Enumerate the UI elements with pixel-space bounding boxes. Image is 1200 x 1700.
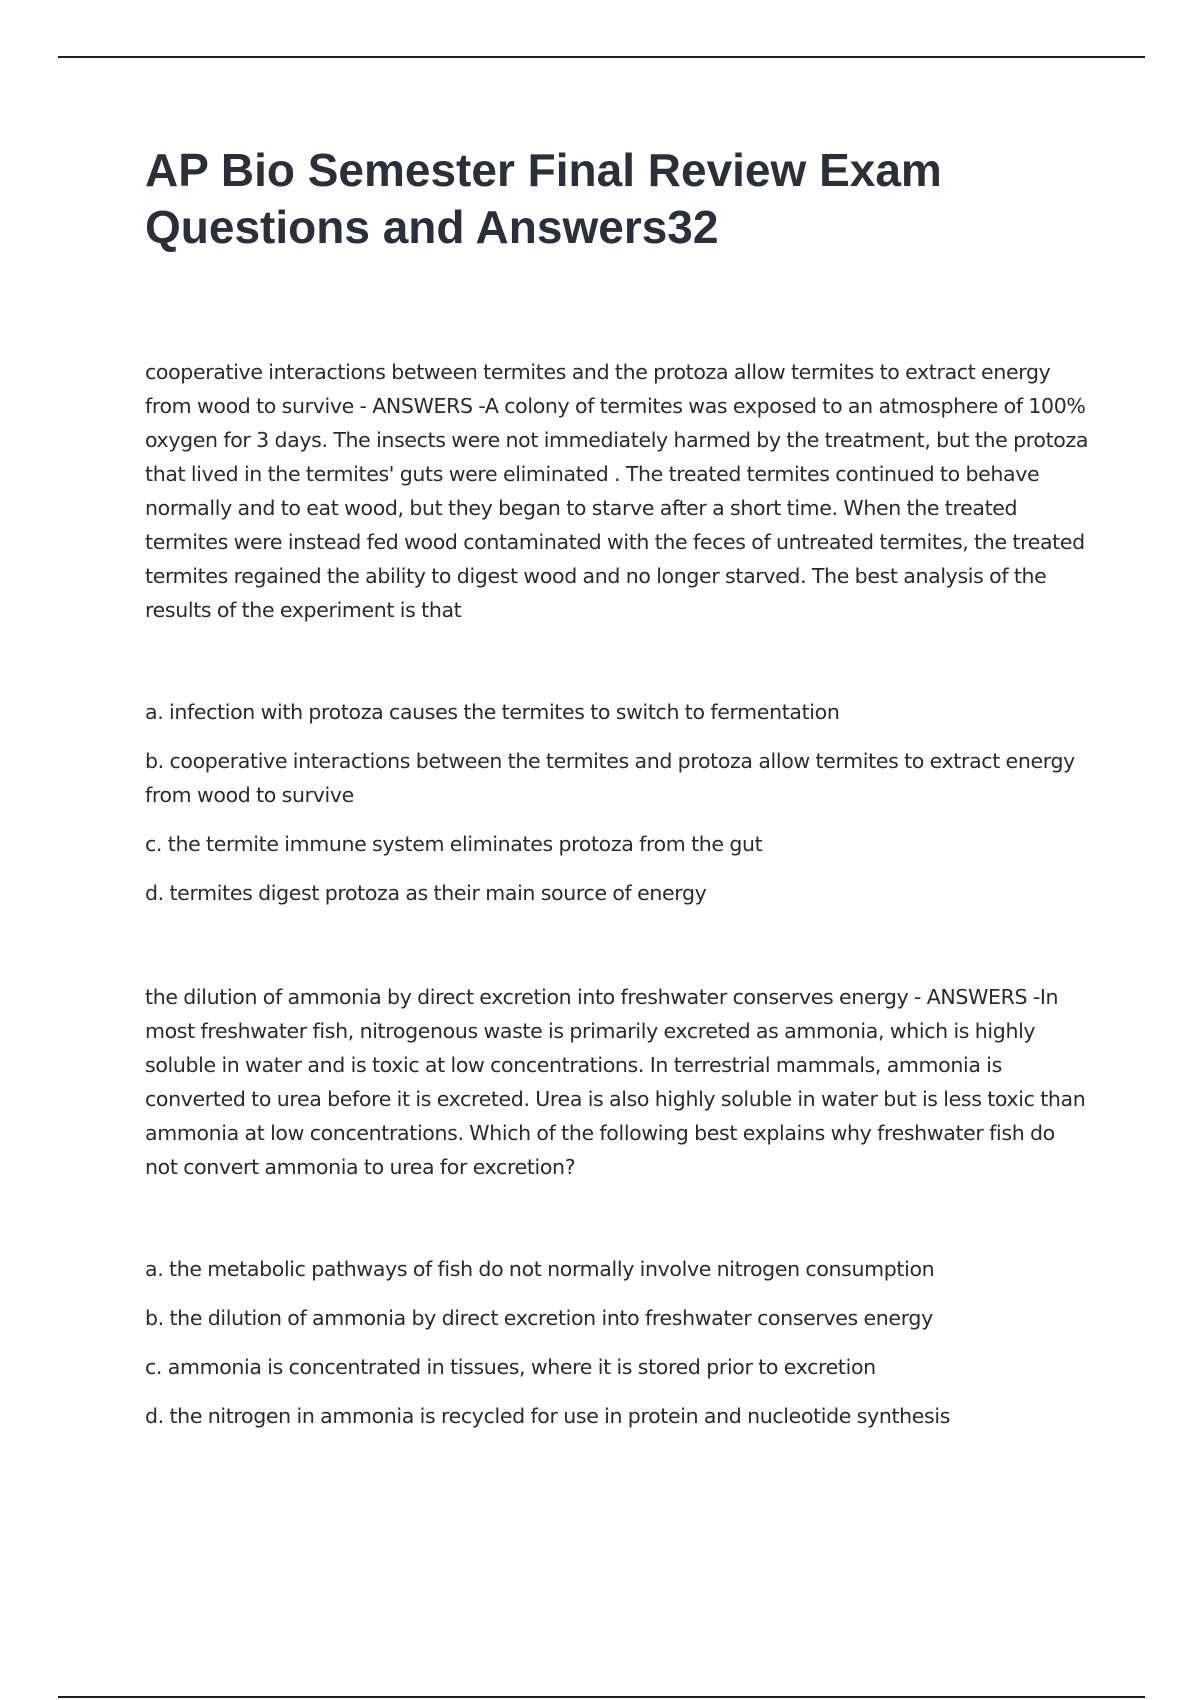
answer-option: d. termites digest protoza as their main source of energy: [145, 881, 707, 905]
answer-option: a. the metabolic pathways of fish do not normally involve nitrogen consumption: [145, 1257, 935, 1281]
header-rule: [58, 56, 1145, 58]
answer-option: c. ammonia is concentrated in tissues, where it is stored prior to excretion: [145, 1355, 876, 1379]
answer-option: b. cooperative interactions between the termites and protoza allow termites to extract energy from wood to survive: [145, 749, 1075, 807]
answer-options: [145, 1252, 1090, 1433]
footer-rule: [58, 1696, 1145, 1698]
answer-option: a. infection with protoza causes the termites to switch to fermentation: [145, 700, 840, 724]
answer-option: d. the nitrogen in ammonia is recycled for use in protein and nucleotide synthesis: [145, 1404, 951, 1428]
question-block: [145, 355, 1090, 910]
question-text: the dilution of ammonia by direct excretion into freshwater conserves energy - ANSWERS -In most freshwater fish, nitrogenous waste is primarily excreted as ammonia, which is highly soluble in water and is toxic at low concentrations. In terrestrial mammals, ammonia is converted to urea before it is excreted. Urea is also highly soluble in water but is less toxic than ammonia at low concentrations. Which of the following best explains why freshwater fish do not convert ammonia to urea for excretion?: [145, 985, 1086, 1179]
document-body: [145, 355, 1090, 1448]
question-block: [145, 980, 1090, 1433]
answer-option: b. the dilution of ammonia by direct excretion into freshwater conserves energy: [145, 1306, 933, 1330]
answer-options: [145, 695, 1090, 910]
page-title: AP Bio Semester Final Review Exam Questions and Answers32: [145, 144, 942, 253]
answer-option: c. the termite immune system eliminates protoza from the gut: [145, 832, 763, 856]
question-text: cooperative interactions between termites and the protoza allow termites to extract energy from wood to survive - ANSWERS -A colony of termites was exposed to an atmosphere of 100% oxygen for 3 days. The insects were not immediately harmed by the treatment, but the protoza that lived in the termites' guts were eliminated . The treated termites continued to behave normally and to eat wood, but they began to starve after a short time. When the treated termites were instead fed wood contaminated with the feces of untreated termites, the treated termites regained the ability to digest wood and no longer starved. The best analysis of the results of the experiment is that: [145, 360, 1089, 622]
